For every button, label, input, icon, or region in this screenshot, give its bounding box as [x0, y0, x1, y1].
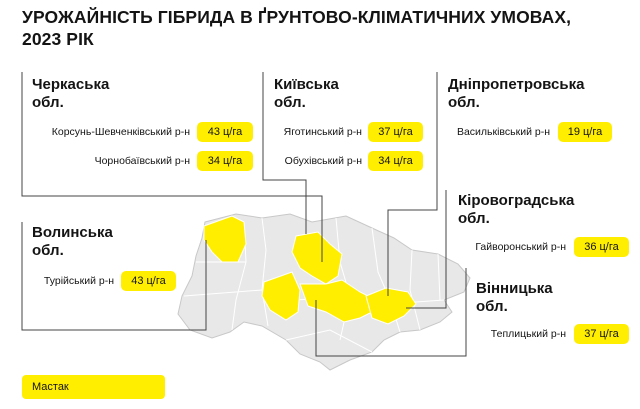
badge-obukhiv: 34 ц/га: [368, 151, 423, 171]
badge-haivoron: 36 ц/га: [574, 237, 629, 257]
region-cherkaska-title: [32, 76, 109, 112]
region-kyivska-suffix: обл.: [274, 94, 306, 111]
region-volynska-suffix: обл.: [32, 242, 64, 259]
region-cherkaska-suffix: обл.: [32, 94, 64, 111]
region-volynska-title: [32, 224, 113, 260]
region-kyivska-title: [274, 76, 339, 112]
region-kirovohrad-name: Кіровоградська: [458, 192, 575, 209]
region-kirovohrad-title: [458, 192, 574, 228]
region-dnipro-name: Дніпропетровська: [448, 76, 585, 93]
district-yahotyn: Яготинський р-н: [283, 126, 362, 138]
region-kirovohrad-suffix: обл.: [458, 210, 490, 227]
legend-hybrid: Мастак: [22, 375, 165, 399]
badge-vasylkiv: 19 ц/га: [558, 122, 612, 142]
district-haivoron: Гайворонський р-н: [475, 241, 566, 253]
region-cherkaska-name: Черкаська: [32, 76, 110, 93]
title-line-2: 2023 РІК: [22, 29, 94, 49]
district-vasylkiv: Васильківський р-н: [456, 126, 550, 138]
district-teplyk: Теплицький р-н: [490, 328, 566, 340]
region-vinnytsia-suffix: обл.: [476, 298, 508, 315]
district-turiisk: Турійський р-н: [43, 275, 114, 287]
badge-chornobai: 34 ц/га: [197, 151, 253, 171]
region-vinnytsia-name: Вінницька: [476, 280, 553, 297]
district-obukhiv: Обухівський р-н: [284, 155, 362, 167]
badge-yahotyn: 37 ц/га: [368, 122, 423, 142]
badge-turiisk: 43 ц/га: [121, 271, 176, 291]
region-dnipro-suffix: обл.: [448, 94, 480, 111]
region-dnipro-title: [448, 76, 584, 112]
region-kyivska-name: Київська: [274, 76, 339, 93]
badge-teplyk: 37 ц/га: [574, 324, 629, 344]
region-volynska-name: Волинська: [32, 224, 113, 241]
title-line-1: УРОЖАЙНІСТЬ ГІБРИДА В ҐРУНТОВО-КЛІМАТИЧНИХ УМОВАХ,: [22, 7, 572, 27]
region-vinnytsia-title: [476, 280, 553, 316]
badge-korsun: 43 ц/га: [197, 122, 253, 142]
district-korsun: Корсунь-Шевченківський р-н: [51, 126, 190, 138]
district-chornobai: Чорнобаївський р-н: [94, 155, 190, 167]
